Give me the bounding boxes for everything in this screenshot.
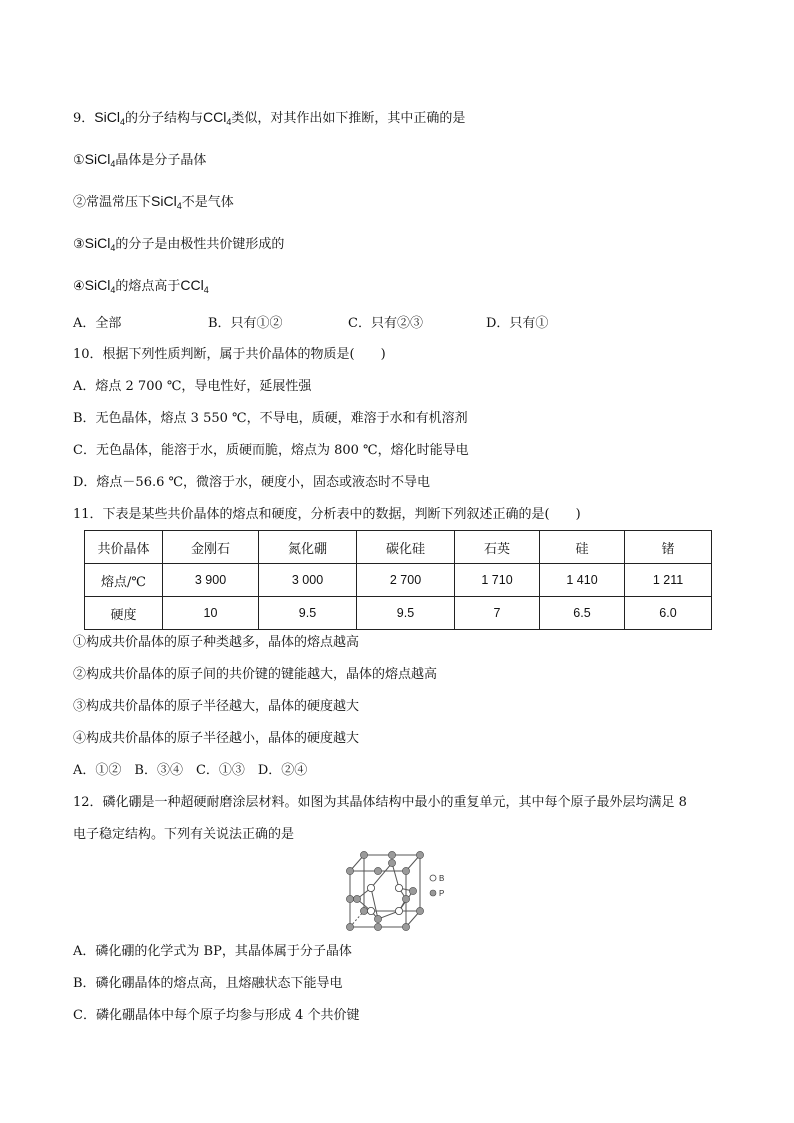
q11-options[interactable]: A．①② B．③④ C．①③ D．②④ — [73, 763, 308, 778]
boron-atoms — [367, 884, 402, 914]
legend-b-swatch — [430, 875, 436, 881]
q9-option-b[interactable]: B．只有①② — [208, 316, 283, 331]
q12-option-b[interactable]: B．磷化硼晶体的熔点高，且熔融状态下能导电 — [73, 976, 343, 991]
q9-statement-4: ④SiCl$_4$的熔点高于CCl$_4$ — [73, 277, 209, 295]
table-cell: 熔点/℃ — [85, 564, 163, 597]
table-header-cell: 碳化硅 — [357, 531, 455, 564]
table-header-cell: 氮化硼 — [259, 531, 357, 564]
table-header-cell: 共价晶体 — [85, 531, 163, 564]
q9-option-d[interactable]: D．只有① — [486, 316, 549, 331]
table-cell: 1 710 — [455, 564, 540, 597]
legend-p-label: P — [439, 889, 445, 898]
table-cell: 1 211 — [625, 564, 712, 597]
legend-b-label: B — [439, 874, 445, 883]
formula-sicl4: SiCl$_4$ — [94, 109, 125, 127]
q9-statement-3: ③SiCl$_4$的分子是由极性共价键形成的 — [73, 235, 285, 253]
formula-sicl4: SiCl$_4$ — [84, 235, 116, 253]
q9-option-c[interactable]: C．只有②③ — [348, 316, 423, 331]
formula-sicl4: SiCl$_4$ — [84, 277, 116, 295]
q11-statement-2: ②构成共价晶体的原子间的共价键的键能越大，晶体的熔点越高 — [73, 667, 438, 682]
q10-stem: 10．根据下列性质判断，属于共价晶体的物质是( ) — [73, 347, 386, 362]
q9-statement-2: ②常温常压下SiCl$_4$不是气体 — [73, 193, 234, 211]
q9-option-a[interactable]: A．全部 — [73, 316, 122, 331]
q12-option-a[interactable]: A．磷化硼的化学式为 BP，其晶体属于分子晶体 — [73, 944, 352, 959]
q12-option-c[interactable]: C．磷化硼晶体中每个原子均参与形成 4 个共价键 — [73, 1008, 360, 1023]
table-header-cell: 石英 — [455, 531, 540, 564]
q10-option-b[interactable]: B．无色晶体，熔点 3 550 ℃，不导电，质硬，难溶于水和有机溶剂 — [73, 411, 468, 426]
formula-ccl4: CCl$_4$ — [180, 277, 209, 295]
table-header-cell: 金刚石 — [163, 531, 259, 564]
formula-sicl4: SiCl$_4$ — [84, 151, 116, 169]
q9-stem: 9．SiCl$_4$的分子结构与CCl$_4$类似，对其作出如下推断，其中正确的是 — [73, 109, 466, 127]
table-row — [85, 597, 712, 630]
boron-phosphide-unit-cell-figure — [344, 851, 454, 936]
table-cell: 10 — [163, 597, 259, 630]
table-header-cell: 硅 — [540, 531, 625, 564]
phosphorus-atoms — [346, 851, 423, 930]
table-cell: 7 — [455, 597, 540, 630]
q9-number: 9． — [73, 111, 95, 126]
table-cell: 3 900 — [163, 564, 259, 597]
table-cell: 6.0 — [625, 597, 712, 630]
table-row — [85, 564, 712, 597]
q11-statement-3: ③构成共价晶体的原子半径越大，晶体的硬度越大 — [73, 699, 360, 714]
q11-statement-4: ④构成共价晶体的原子半径越小，晶体的硬度越大 — [73, 731, 360, 746]
table-cell: 6.5 — [540, 597, 625, 630]
q10-option-d[interactable]: D．熔点－56.6 ℃，微溶于水，硬度小，固态或液态时不导电 — [73, 475, 431, 490]
q10-option-a[interactable]: A．熔点 2 700 ℃，导电性好，延展性强 — [73, 379, 312, 394]
q11-stem: 11．下表是某些共价晶体的熔点和硬度，分析表中的数据，判断下列叙述正确的是( ) — [73, 507, 581, 522]
formula-sicl4: SiCl$_4$ — [151, 193, 182, 211]
formula-ccl4: CCl$_4$ — [202, 109, 232, 127]
crystal-properties-table — [84, 530, 712, 630]
legend-p-swatch — [430, 890, 436, 896]
table-cell: 2 700 — [357, 564, 455, 597]
q11-statement-1: ①构成共价晶体的原子种类越多，晶体的熔点越高 — [73, 635, 360, 650]
q9-statement-1: ①SiCl$_4$晶体是分子晶体 — [73, 151, 207, 169]
table-header-cell: 锗 — [625, 531, 712, 564]
q12-stem-line-2: 电子稳定结构。下列有关说法正确的是 — [73, 827, 295, 842]
q12-stem-line-1: 12．磷化硼是一种超硬耐磨涂层材料。如图为其晶体结构中最小的重复单元，其中每个原子最外层均满足 8 — [73, 795, 687, 810]
table-cell: 硬度 — [85, 597, 163, 630]
table-cell: 1 410 — [540, 564, 625, 597]
q10-option-c[interactable]: C．无色晶体，能溶于水，质硬而脆，熔点为 800 ℃，熔化时能导电 — [73, 443, 469, 458]
table-cell: 9.5 — [259, 597, 357, 630]
table-cell: 9.5 — [357, 597, 455, 630]
table-header-row — [85, 531, 712, 564]
table-cell: 3 000 — [259, 564, 357, 597]
